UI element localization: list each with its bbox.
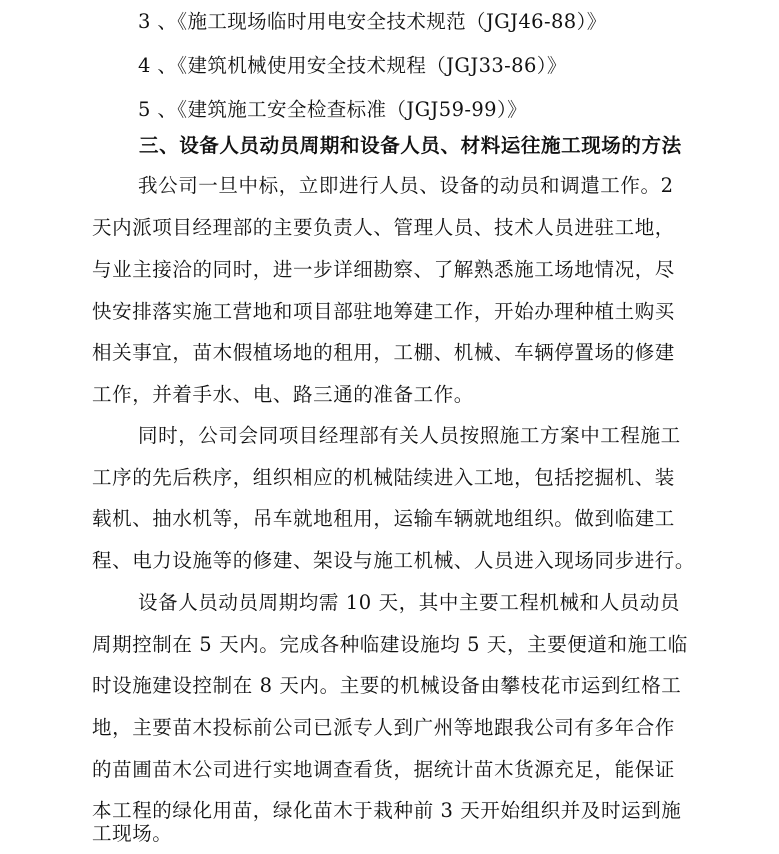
paragraph-3-line-6: 本工程的绿化用苗，绿化苗木于栽种前 3 天开始组织并及时运到施 (92, 799, 682, 822)
paragraph-3-line-3: 时设施建设控制在 8 天内。主要的机械设备由攀枝花市运到红格工 (92, 674, 682, 697)
paragraph-1-line-2: 天内派项目经理部的主要负责人、管理人员、技术人员进驻工地， (92, 216, 675, 239)
paragraph-3-line-4: 地，主要苗木投标前公司已派专人到广州等地跟我公司有多年合作 (92, 716, 675, 739)
paragraph-1-line-3: 与业主接洽的同时，进一步详细勘察、了解熟悉施工场地情况，尽 (92, 258, 675, 281)
paragraph-3-line-5: 的苗圃苗木公司进行实地调查看货，据统计苗木货源充足，能保证 (92, 758, 675, 781)
reference-item-5: 5 、《建筑施工安全检查标准（JGJ59-99）》 (138, 98, 528, 121)
paragraph-1-line-1: 我公司一旦中标，立即进行人员、设备的动员和调遣工作。2 (138, 174, 674, 197)
paragraph-2-line-4: 程、电力设施等的修建、架设与施工机械、人员进入现场同步进行。 (92, 549, 696, 572)
paragraph-3-line-1: 设备人员动员周期均需 10 天，其中主要工程机械和人员动员 (138, 591, 681, 614)
paragraph-1-line-4: 快安排落实施工营地和项目部驻地筹建工作，开始办理种植土购买 (92, 300, 675, 323)
reference-item-4: 4 、《建筑机械使用安全技术规程（JGJ33-86）》 (138, 54, 567, 77)
paragraph-3-line-2: 周期控制在 5 天内。完成各种临建设施均 5 天，主要便道和施工临 (92, 633, 688, 656)
paragraph-1-line-5: 相关事宜，苗木假植场地的租用，工棚、机械、车辆停置场的修建 (92, 341, 675, 364)
paragraph-1-line-6: 工作，并着手水、电、路三通的准备工作。 (92, 383, 474, 406)
paragraph-2-line-2: 工序的先后秩序，组织相应的机械陆续进入工地，包括挖掘机、装 (92, 466, 675, 489)
paragraph-3-line-7: 工现场。 (92, 822, 173, 845)
paragraph-2-line-1: 同时，公司会同项目经理部有关人员按照施工方案中工程施工 (138, 424, 681, 447)
reference-item-3: 3 、《施工现场临时用电安全技术规范（JGJ46-88）》 (138, 10, 607, 33)
paragraph-2-line-3: 载机、抽水机等，吊车就地租用，运输车辆就地组织。做到临建工 (92, 507, 675, 530)
section-heading: 三、设备人员动员周期和设备人员、材料运往施工现场的方法 (139, 134, 682, 157)
